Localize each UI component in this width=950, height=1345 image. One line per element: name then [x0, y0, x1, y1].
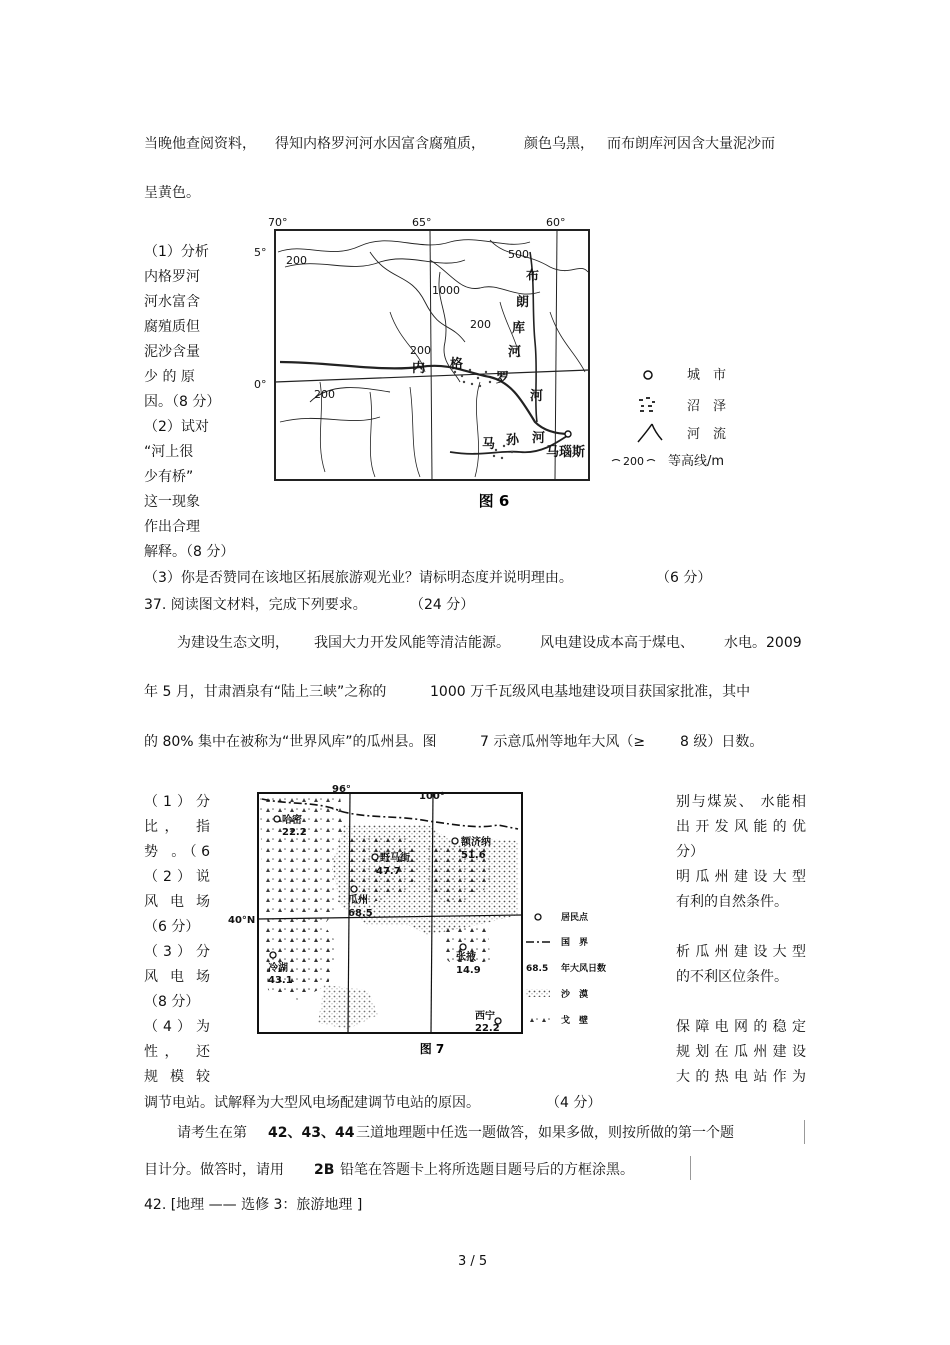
q37-left-line: 势 。（6 — [144, 844, 210, 860]
q36-left-column — [144, 240, 234, 565]
legend-river-icon — [638, 424, 662, 442]
q37-right-line: 明 瓜 州 建 设 大 型 — [676, 869, 806, 885]
q36-line: 少有桥” — [144, 469, 194, 485]
legend-gobi-icon — [526, 1015, 550, 1024]
river-label: 河 — [532, 431, 546, 446]
figure-6-caption: 图 6 — [478, 492, 510, 510]
q37-left-line: （4）为 — [144, 1019, 210, 1035]
q37-title: 37. 阅读图文材料，完成下列要求。 — [144, 597, 367, 613]
river-label: 格 — [450, 357, 464, 372]
q37-left-line: （6 分） — [144, 919, 200, 935]
intro-line-2: 呈黄色。 — [144, 185, 200, 201]
q36-part3-score: （6 分） — [656, 570, 712, 586]
contour-label: 200 — [470, 318, 491, 331]
instr-seg: 三道地理题中任选一题做答，如果多做，则按所做的第一个题 — [356, 1125, 734, 1141]
legend-label: 等高线/m — [668, 454, 725, 469]
q36-line: 腐殖质但 — [144, 319, 200, 335]
legend-label: 沼 泽 — [687, 399, 727, 414]
place-value: 51.6 — [461, 850, 486, 861]
legend-label: 国 界 — [561, 938, 589, 948]
q37-right-line — [676, 990, 806, 1015]
q37-left-line: 比， 指 — [144, 819, 210, 835]
q37-p2-seg: 年 5 月，甘肃酒泉有“陆上三峡”之称的 — [144, 684, 387, 700]
river-label: 河 — [508, 345, 522, 360]
lat-label: 5° — [254, 246, 267, 259]
river-label: 库 — [512, 321, 526, 336]
lon-label: 65° — [412, 216, 432, 229]
q37-part4-score: （4 分） — [546, 1095, 602, 1111]
q37-left-line: 风 电 场 — [144, 894, 210, 910]
legend-label: 河 流 — [687, 427, 727, 442]
q37-right-line: 规 划 在 瓜 州 建 设 — [676, 1044, 806, 1060]
q37-left-line: （1）分 — [144, 794, 210, 810]
q36-line: （2）试对 — [144, 419, 209, 435]
place-value: 22.2 — [282, 827, 307, 838]
intro-seg-2: 得知内格罗河河水因富含腐殖质， — [275, 136, 485, 152]
place-value: 14.9 — [456, 965, 481, 976]
place-name: 西宁 — [475, 1011, 495, 1022]
q37-p1-seg: 水电。2009 — [724, 635, 802, 651]
legend-label: 年大风日数 — [561, 964, 607, 974]
q37-right-column — [676, 790, 806, 1090]
settlement-marker — [372, 854, 378, 860]
q36-line: 河水富含 — [144, 294, 200, 310]
q37-left-column — [144, 790, 210, 1090]
legend-label: 居民点 — [561, 913, 589, 923]
q37-left-line: （2）说 — [144, 869, 210, 885]
q37-right-line: 保 障 电 网 的 稳 定 — [676, 1019, 806, 1035]
lat-label: 0° — [254, 378, 267, 391]
figure-7-caption: 图 7 — [419, 1042, 445, 1056]
q37-left-line: 规 模 较 — [144, 1069, 210, 1085]
place-value: 22.2 — [475, 1023, 500, 1034]
settlement-marker — [270, 952, 276, 958]
q37-p3-seg: 7 示意瓜州等地年大风（≥ — [480, 734, 646, 750]
q37-p2-seg: 1000 万千瓦级风电基地建设项目获国家批准，其中 — [430, 684, 751, 700]
q37-left-line: 性， 还 — [144, 1044, 210, 1060]
legend-value-sample: 68.5 — [526, 964, 549, 974]
place-name: 冷湖 — [268, 963, 288, 974]
settlement-marker — [274, 816, 280, 822]
instr-seg: 请考生在第 — [177, 1125, 247, 1141]
q37-left-line: 风 电 场 — [144, 969, 210, 985]
contour-label: 200 — [410, 344, 431, 357]
city-label-manaus: 马瑙斯 — [546, 445, 586, 460]
place-value: 68.5 — [348, 908, 373, 919]
q36-part3: （3）你是否赞同在该地区拓展旅游观光业？请标明态度并说明理由。 — [144, 570, 573, 586]
q36-line: （1）分析 — [144, 244, 209, 260]
lat-label: 40°N — [228, 915, 256, 926]
contour-label: 200 — [314, 388, 335, 401]
q37-score: （24 分） — [410, 597, 475, 613]
q36-line: 内格罗河 — [144, 269, 200, 285]
q37-part4-end: 调节电站。试解释为大型风电场配建调节电站的原因。 — [144, 1095, 480, 1111]
place-value: 43.1 — [268, 975, 293, 986]
place-name: 哈密 — [282, 815, 302, 826]
place-name: 野马街 — [380, 853, 410, 864]
margin-rule — [804, 1120, 805, 1144]
figure-7-map — [228, 785, 608, 1060]
q37-p1-seg: 为建设生态文明， — [177, 635, 289, 651]
q37-right-line: 分） — [676, 844, 704, 860]
q36-line: 少 的 原 — [144, 369, 195, 385]
place-name: 额济纳 — [461, 837, 491, 848]
q36-line: “河上很 — [144, 444, 194, 460]
lon-label: 100° — [419, 791, 445, 802]
q37-left-line: （8 分） — [144, 994, 200, 1010]
settlement-marker — [452, 838, 458, 844]
place-value: 47.7 — [376, 866, 401, 877]
intro-seg-1: 当晚他查阅资料， — [144, 136, 256, 152]
figure-6-legend — [612, 368, 726, 469]
river-label: 罗 — [496, 371, 510, 386]
q37-p1-seg: 风电建设成本高于煤电、 — [540, 635, 694, 651]
q37-p3-seg: 的 80% 集中在被称为“世界风库”的瓜州县。图 — [144, 734, 437, 750]
instr-seg: 铅笔在答题卡上将所选题目题号后的方框涂黑。 — [340, 1162, 634, 1178]
legend-swamp-icon — [639, 397, 655, 412]
settlement-marker — [460, 944, 466, 950]
q37-p3-seg: 8 级）日数。 — [680, 734, 764, 750]
q37-right-line: 大 的 热 电 站 作 为 — [676, 1069, 806, 1085]
legend-contour-icon — [612, 460, 620, 462]
q37-left-line: （3）分 — [144, 944, 210, 960]
q36-line: 因。（8 分） — [144, 394, 221, 410]
river-label: 孙 — [506, 433, 520, 448]
intro-seg-3: 颜色乌黑， — [524, 136, 594, 152]
contour-label: 1000 — [432, 284, 460, 297]
legend-label: 戈 壁 — [561, 1016, 589, 1026]
q42-heading: 42. [地理 —— 选修 3：旅游地理 ] — [144, 1197, 363, 1213]
instr-seg-bold: 42、43、44 — [268, 1125, 355, 1141]
q37-right-line — [676, 915, 806, 940]
contour-label: 200 — [286, 254, 307, 267]
river-label: 朗 — [516, 295, 530, 310]
legend-city-icon — [644, 371, 652, 379]
figure-7-legend — [526, 911, 606, 1026]
lon-label: 70° — [268, 216, 288, 229]
page-number: 3 / 5 — [458, 1254, 488, 1269]
legend-label: 沙 漠 — [561, 990, 589, 1000]
lon-label: 60° — [546, 216, 566, 229]
lon-label: 96° — [332, 785, 351, 795]
river-label: 内 — [412, 361, 426, 376]
q37-right-line: 析 瓜 州 建 设 大 型 — [676, 944, 806, 960]
river-label: 马 — [482, 437, 496, 452]
q36-line: 解释。（8 分） — [144, 544, 235, 560]
settlement-marker — [351, 886, 357, 892]
q36-line: 泥沙含量 — [144, 344, 200, 360]
legend-contour-sample: 200 — [623, 455, 644, 468]
q37-right-line: 有利的自然条件。 — [676, 894, 788, 910]
place-name: 瓜州 — [348, 895, 368, 906]
instr-seg-bold: 2B — [314, 1162, 335, 1178]
legend-label: 城 市 — [687, 368, 727, 383]
instr-seg: 目计分。做答时，请用 — [144, 1162, 284, 1178]
margin-rule — [690, 1156, 691, 1180]
q37-p1-seg: 我国大力开发风能等清洁能源。 — [314, 635, 510, 651]
manaus-city-marker — [565, 431, 571, 437]
legend-settlement-icon — [535, 914, 541, 920]
q37-right-line: 的不利区位条件。 — [676, 969, 788, 985]
place-name: 张掖 — [456, 952, 476, 963]
contour-label: 500 — [508, 248, 529, 261]
figure-6-map — [250, 212, 770, 512]
legend-desert-icon — [526, 989, 550, 997]
q37-right-line: 出 开 发 风 能 的 优 — [676, 819, 806, 835]
river-label: 河 — [530, 389, 544, 404]
q36-line: 这一现象 — [144, 494, 200, 510]
q36-line: 作出合理 — [144, 519, 200, 535]
intro-seg-4: 而布朗库河因含大量泥沙而 — [607, 136, 775, 152]
q37-right-line: 别与煤炭、 水能相 — [676, 794, 806, 810]
river-label: 布 — [526, 269, 540, 284]
